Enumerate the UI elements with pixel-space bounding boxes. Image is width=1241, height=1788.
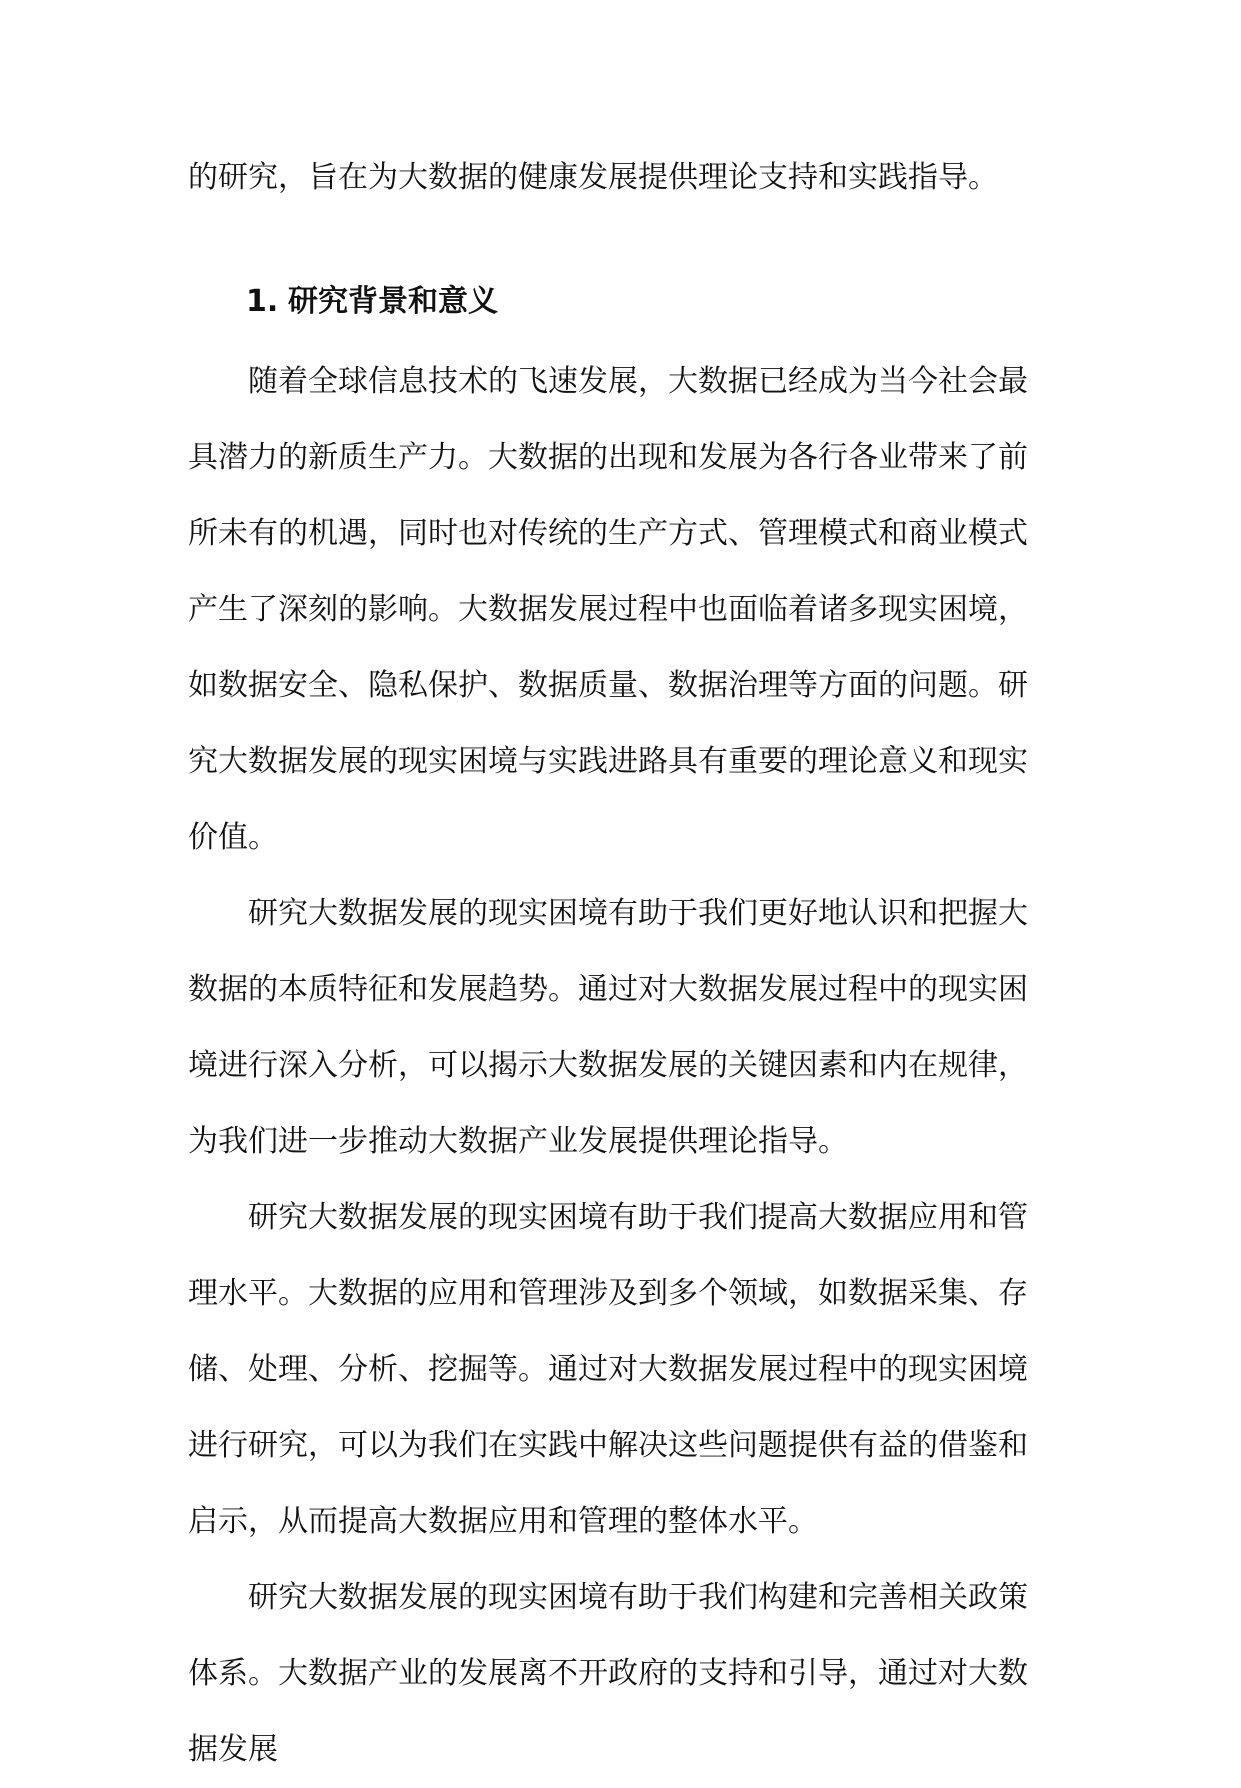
- body-paragraph: 研究大数据发展的现实困境有助于我们提高大数据应用和管理水平。大数据的应用和管理涉及到多个领域，如数据采集、存储、处理、分析、挖掘等。通过对大数据发展过程中的现实困境进行研究，可以为我们在实践中解决这些问题提供有益的借鉴和启示，从而提高大数据应用和管理的整体水平。: [188, 1200, 1028, 1539]
- section-title: 研究背景和意义: [288, 284, 498, 319]
- document-body: [188, 140, 1054, 1788]
- section-number: 1.: [246, 284, 279, 319]
- section-heading: [188, 266, 1054, 338]
- body-paragraph: 随着全球信息技术的飞速发展，大数据已经成为当今社会最具潜力的新质生产力。大数据的出现和发展为各行各业带来了前所未有的机遇，同时也对传统的生产方式、管理模式和商业模式产生了深刻的影响。大数据发展过程中也面临着诸多现实困境，如数据安全、隐私保护、数据质量、数据治理等方面的问题。研究大数据发展的现实困境与实践进路具有重要的理论意义和现实价值。: [188, 364, 1028, 855]
- body-paragraph: 研究大数据发展的现实困境有助于我们更好地认识和把握大数据的本质特征和发展趋势。通过对大数据发展过程中的现实困境进行深入分析，可以揭示大数据发展的关键因素和内在规律，为我们进一步推动大数据产业发展提供理论指导。: [188, 896, 1028, 1159]
- body-paragraph: 研究大数据发展的现实困境有助于我们构建和完善相关政策体系。大数据产业的发展离不开政府的支持和引导，通过对大数据发展: [188, 1580, 1028, 1767]
- continuation-paragraph: 的研究，旨在为大数据的健康发展提供理论支持和实践指导。: [188, 160, 998, 195]
